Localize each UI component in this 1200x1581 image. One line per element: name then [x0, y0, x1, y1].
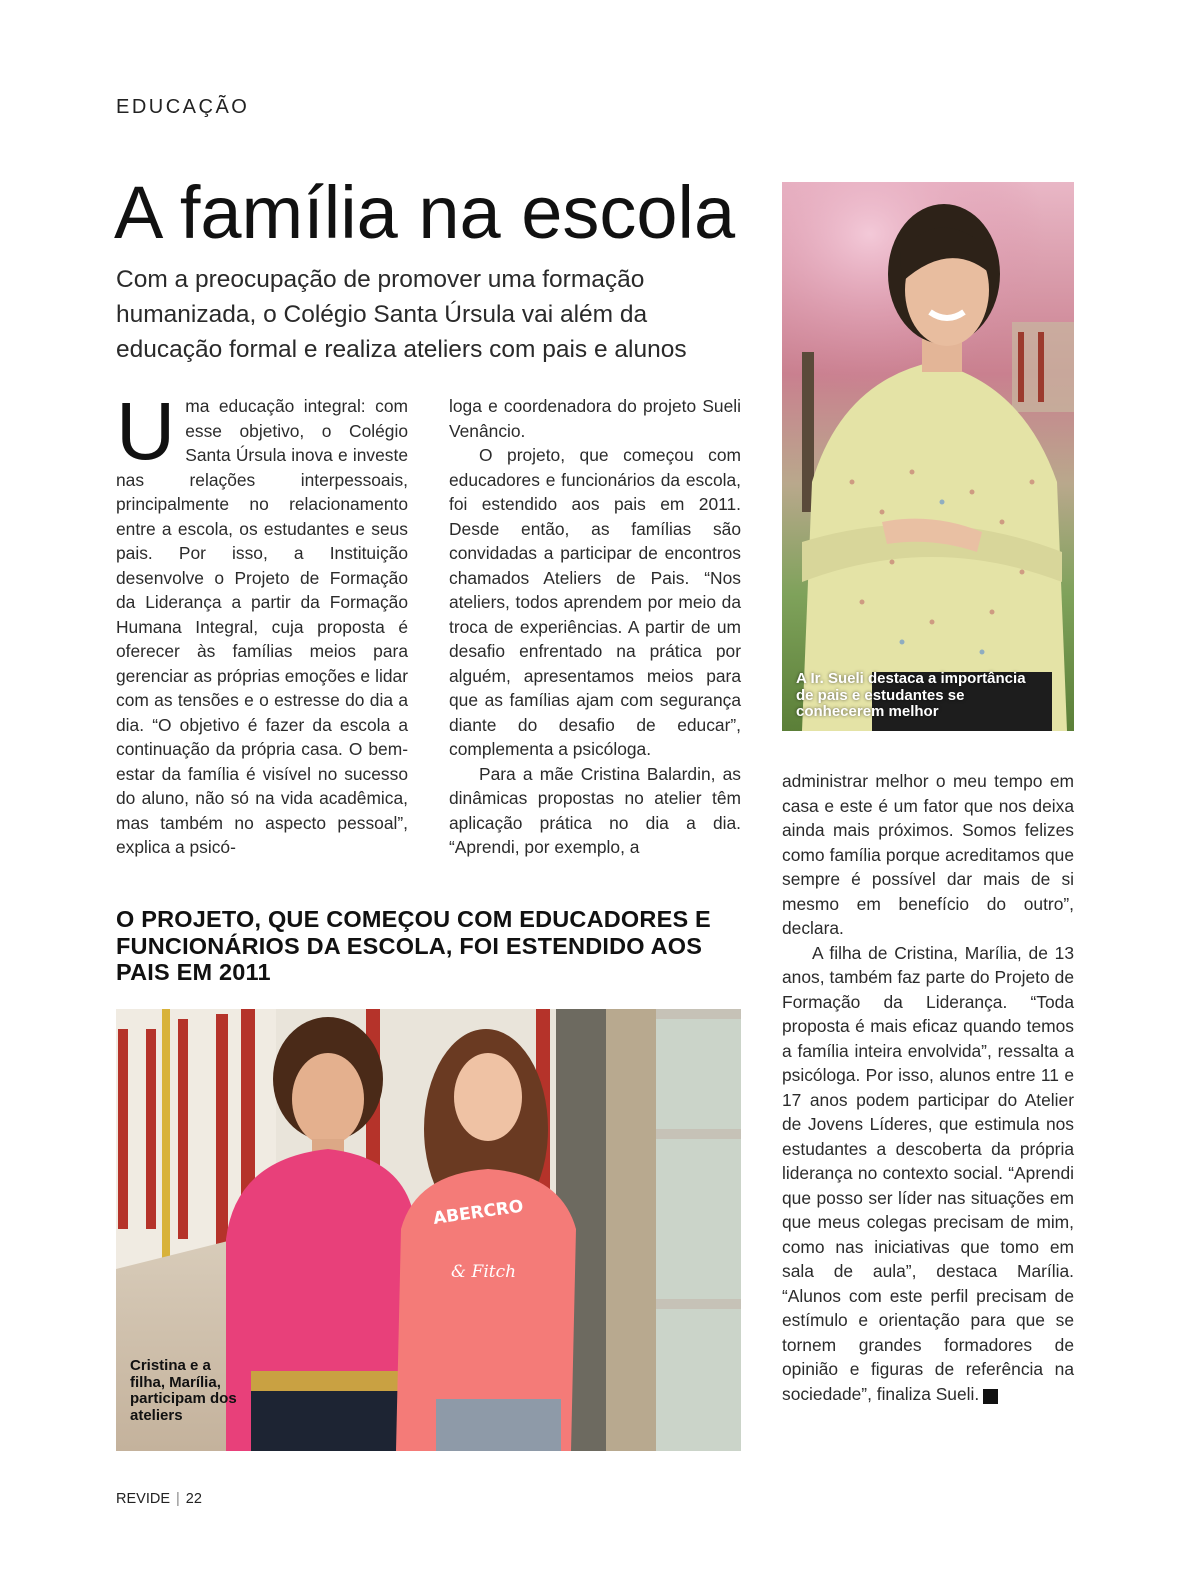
shirt-print-1: ABERCRO — [431, 1196, 525, 1229]
paragraph-3-continued: administrar melhor o meu tempo em casa e este é um fator que nos deixa ainda mais próximos. Somos felizes como família porque acreditamos que sempre é possível dar mais de si mesmo em benefício do outro”, declara. — [782, 771, 1074, 938]
paragraph-1-continued: loga e coordenadora do projeto Sueli Venâncio. — [449, 396, 741, 441]
paragraph-2: O projeto, que começou com educadores e funcionários da escola, foi estendido aos pais em 2011. Desde então, as famílias são convidadas a participar de encontros chamados Ateliers de Pais. “Nos ateliers, todos aprendem por meio da troca de experiências. A partir de um desafio enfrentado na prática por alguém, apresentamos meios para que as famílias ajam com segurança diante do desafio de educar”, complementa a psicóloga. — [449, 445, 741, 759]
end-mark-icon: r — [983, 1389, 998, 1404]
pull-quote: O PROJETO, QUE COMEÇOU COM EDUCADORES E FUNCIONÁRIOS DA ESCOLA, FOI ESTENDIDO AOS PAIS EM 2011 — [116, 906, 711, 985]
dropcap: U — [116, 386, 176, 477]
article-column-1 — [116, 386, 408, 860]
article-column-2 — [449, 394, 741, 860]
magazine-name: REVIDE — [116, 1491, 170, 1507]
page-number: 22 — [185, 1491, 202, 1507]
paragraph-4: A filha de Cristina, Marília, de 13 anos, também faz parte do Projeto de Formação da Liderança. “Toda proposta é mais eficaz quando temos a família inteira envolvida”, ressalta a psicóloga. Por isso, alunos entre 11 e 17 anos podem participar do Atelier de Jovens Líderes, que estimula nos estudantes a descoberta da própria liderança no contexto social. “Aprendi que posso ser líder nas situações em que meus colegas precisam de mim, como nas iniciativas que tomo em sala de aula”, destaca Marília. “Alunos com este perfil precisam de estímulo e orientação para que se tornem grandes formadores de opinião e figuras de referência na sociedade”, finaliza Sueli. — [782, 942, 1074, 1404]
deck-subtitle: Com a preocupação de promover uma formação humanizada, o Colégio Santa Úrsula vai além da educação formal e realiza ateliers com pais e alunos — [116, 266, 687, 363]
page-footer: REVIDE | 22 — [116, 1491, 202, 1507]
article-column-3 — [782, 769, 1074, 1406]
headline: A família na escola — [114, 171, 736, 254]
caption-sueli: A Ir. Sueli destaca a importância de pais e estudantes se conhecerem melhor — [796, 670, 1026, 720]
paragraph-3: Para a mãe Cristina Balardin, as dinâmicas propostas no atelier têm aplicação prática no dia a dia. “Aprendi, por exemplo, a — [449, 763, 741, 857]
photo-sueli — [782, 182, 1074, 731]
caption-family: Cristina e a filha, Marília, participam dos ateliers — [130, 1357, 237, 1424]
shirt-print-2: & Fitch — [451, 1262, 517, 1282]
paragraph-1: ma educação integral: com esse objetivo, o Colégio Santa Úrsula inova e investe nas relações interpessoais, principalmente no relacionamento entre a escola, os estudantes e seus pais. Por isso, a Instituição desenvolve o Projeto de Formação da Liderança a partir da Formação Humana Integral, cuja proposta é oferecer às famílias meios para gerenciar as próprias emoções e lidar com as tensões e o estresse do dia a dia. “O objetivo é fazer da escola a continuação da própria casa. O bem-estar da família é visível no sucesso do aluno, não só na vida acadêmica, mas também no aspecto pessoal”, explica a psicó- — [116, 396, 408, 857]
section-label: EDUCAÇÃO — [116, 96, 250, 118]
